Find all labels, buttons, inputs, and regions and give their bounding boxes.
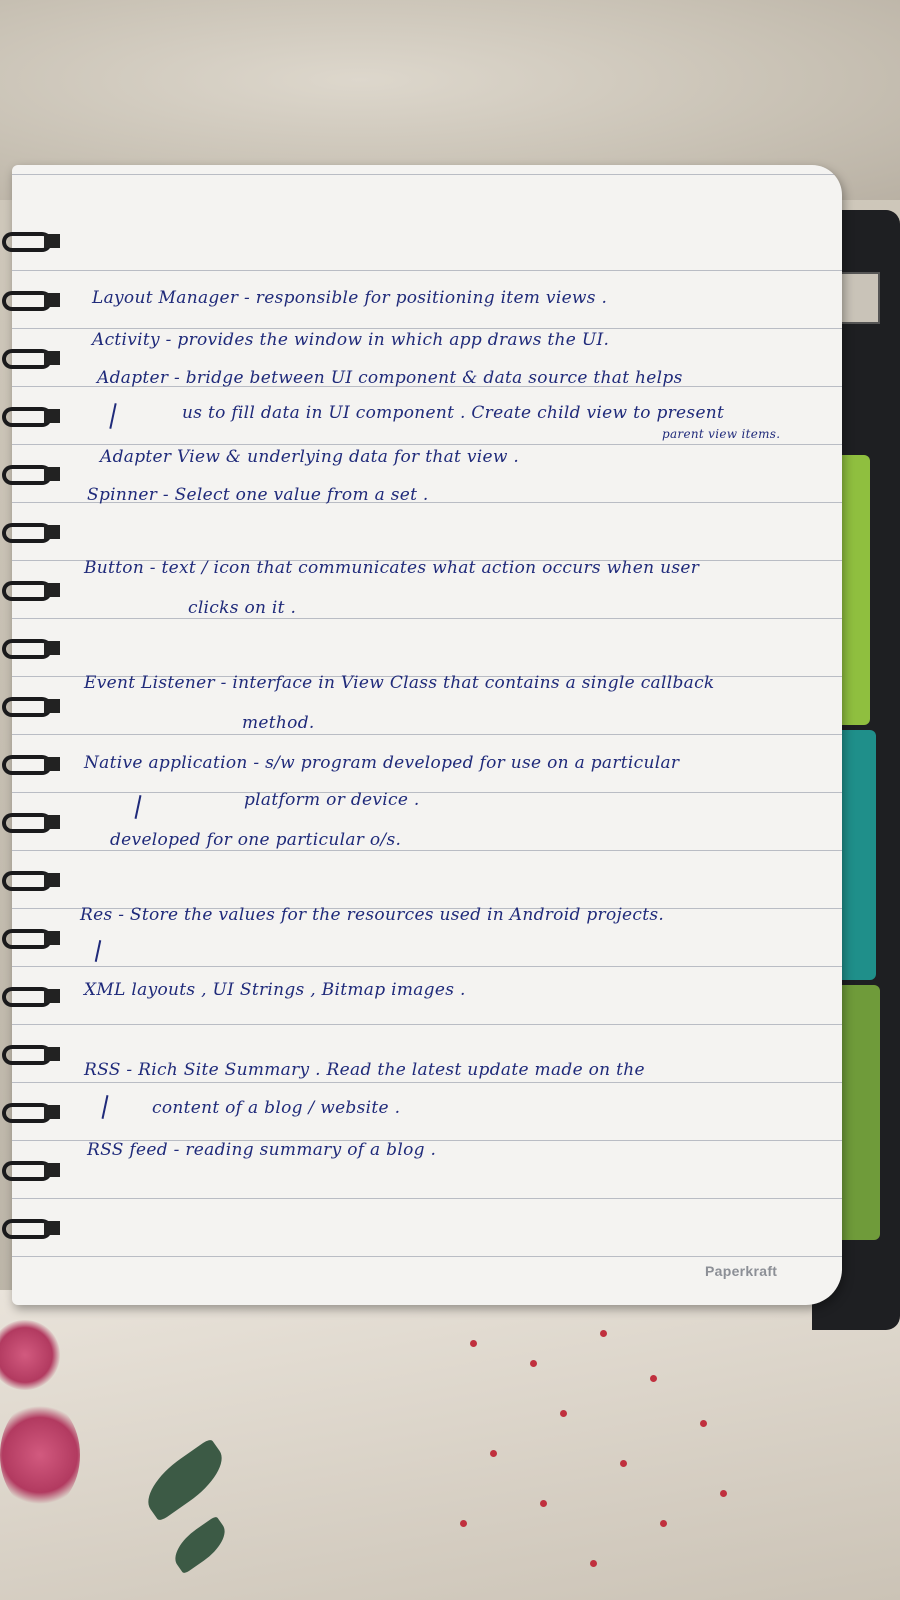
floral-fabric <box>0 1290 900 1600</box>
spiral-coil <box>2 635 60 657</box>
note-rss-content: content of a blog / website . <box>152 1098 401 1118</box>
note-adapter: Adapter - bridge between UI component & data source that helps <box>97 368 683 388</box>
spiral-coil <box>2 1157 60 1179</box>
note-button-continued: clicks on it . <box>188 598 297 618</box>
fabric-dot <box>660 1520 667 1527</box>
fabric-dot <box>470 1340 477 1347</box>
fabric-dot <box>460 1520 467 1527</box>
fabric-dot <box>600 1330 607 1337</box>
note-adapter-parent-view: parent view items. <box>662 427 781 441</box>
note-native-application: Native application - s/w program developed for use on a particular <box>84 753 680 773</box>
leaf-pattern <box>167 1516 233 1575</box>
note-native-os: developed for one particular o/s. <box>110 830 402 850</box>
spiral-coil <box>2 809 60 831</box>
fabric-dot <box>720 1490 727 1497</box>
fabric-dot <box>620 1460 627 1467</box>
note-adapter-continued: us to fill data in UI component . Create child view to present <box>182 403 725 423</box>
note-activity: Activity - provides the window in which app draws the UI. <box>92 330 610 350</box>
cover-hole <box>840 272 880 324</box>
note-rss: RSS - Rich Site Summary . Read the latest update made on the <box>84 1060 645 1080</box>
note-button: Button - text / icon that communicates what action occurs when user <box>84 558 700 578</box>
spiral-coil <box>2 287 60 309</box>
spiral-coil <box>2 1215 60 1237</box>
spiral-coil <box>2 867 60 889</box>
notebook-page <box>12 165 842 1305</box>
note-adapter-view: Adapter View & underlying data for that view . <box>100 447 520 467</box>
brand-logo: Paperkraft <box>705 1263 778 1279</box>
spiral-coil <box>2 925 60 947</box>
spiral-coil <box>2 461 60 483</box>
arrow-mark <box>109 403 116 429</box>
arrow-mark <box>95 940 102 962</box>
fabric-dot <box>560 1410 567 1417</box>
note-res: Res - Store the values for the resources used in Android projects. <box>80 905 665 925</box>
arrow-mark <box>135 795 142 819</box>
spiral-coil <box>2 519 60 541</box>
note-spinner: Spinner - Select one value from a set . <box>87 485 429 505</box>
spiral-coil <box>2 228 60 250</box>
spiral-coil <box>2 1099 60 1121</box>
note-res-examples: XML layouts , UI Strings , Bitmap images . <box>84 980 466 1000</box>
spiral-coil <box>2 751 60 773</box>
arrow-mark <box>102 1095 109 1119</box>
note-native-platform: platform or device . <box>244 790 420 810</box>
fabric-dot <box>590 1560 597 1567</box>
spiral-coil <box>2 403 60 425</box>
spiral-coil <box>2 693 60 715</box>
fabric-dot <box>650 1375 657 1382</box>
note-event-listener-continued: method. <box>242 713 315 733</box>
fabric-dot <box>700 1420 707 1427</box>
note-event-listener: Event Listener - interface in View Class that contains a single callback <box>84 673 715 693</box>
fabric-dot <box>530 1360 537 1367</box>
leaf-pattern <box>137 1438 234 1522</box>
spiral-coil <box>2 577 60 599</box>
spiral-binding <box>0 0 62 1600</box>
note-rss-feed: RSS feed - reading summary of a blog . <box>87 1140 437 1160</box>
spiral-coil <box>2 983 60 1005</box>
note-layout-manager: Layout Manager - responsible for positioning item views . <box>92 288 608 308</box>
fabric-dot <box>540 1500 547 1507</box>
spiral-coil <box>2 345 60 367</box>
spiral-coil <box>2 1041 60 1063</box>
fabric-dot <box>490 1450 497 1457</box>
